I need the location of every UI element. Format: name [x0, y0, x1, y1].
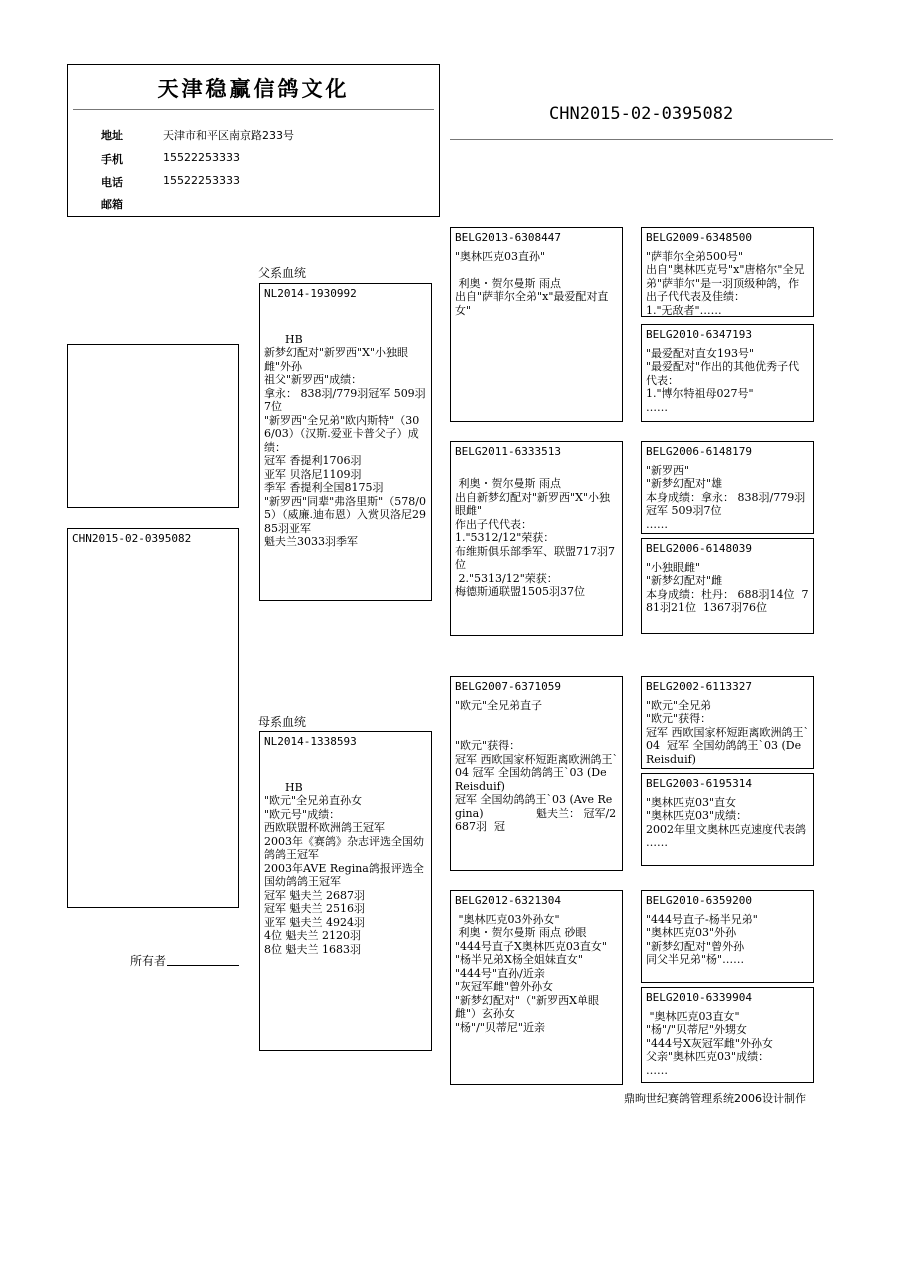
email-label: 邮箱	[101, 198, 123, 211]
subject-ring: CHN2015-02-0395082	[72, 532, 192, 545]
sire-line-label: 父系血统	[258, 266, 307, 280]
owner-label: 所有者	[130, 954, 167, 968]
breeder-name: 天津稳赢信鸽文化	[157, 77, 350, 101]
ds-dam-notes: "奥林匹克03"直女 "奥林匹克03"成绩： 2002年里文奥林匹克速度代表鸽 ……	[646, 795, 806, 849]
sd-dam-ring: BELG2006-6148039	[646, 542, 752, 555]
header-divider	[73, 109, 434, 110]
dam-dam-card	[450, 890, 623, 1085]
sire-sire-notes: "奥林匹克03直孙" 利奥・贺尔曼斯 雨点 出自"萨菲尔全弟"x"最爱配对直女"	[455, 249, 609, 317]
dd-dam-card	[641, 987, 814, 1083]
ds-sire-card	[641, 676, 814, 769]
sire-dam-notes: 利奥・贺尔曼斯 雨点 出自新梦幻配对"新罗西"X"小独眼雌" 作出子代代表： 1."5312/12"荣获： 布维斯俱乐部季军、联盟717羽7位 2."5313/12"荣获： 梅德斯通联盟1505羽37位	[455, 477, 615, 598]
breeder-header	[67, 64, 440, 217]
ring-divider	[450, 139, 833, 140]
ss-dam-card	[641, 324, 814, 422]
photo-box	[67, 344, 239, 508]
dam-sire-ring: BELG2007-6371059	[455, 680, 561, 693]
sire-sire-card	[450, 227, 623, 422]
sd-sire-notes: "新罗西" "新梦幻配对"雄 本身成绩：拿永： 838羽/779羽冠军 509羽7位 ……	[646, 463, 806, 531]
dam-sire-card	[450, 676, 623, 871]
mobile-label: 手机	[101, 153, 123, 166]
dam-ring: NL2014-1338593	[264, 735, 357, 748]
sd-sire-ring: BELG2006-6148179	[646, 445, 752, 458]
dam-line-label: 母系血统	[258, 715, 307, 729]
sire-ring: NL2014-1930992	[264, 287, 357, 300]
sd-sire-card	[641, 441, 814, 534]
ss-sire-notes: "萨菲尔全弟500号" 出自"奥林匹克号"x"唐格尔"全兄弟"萨菲尔"是一羽顶级种鸽，作出子代代表及佳绩： 1."无敌者"……	[646, 249, 805, 317]
mobile-value: 15522253333	[163, 151, 240, 164]
ss-sire-ring: BELG2009-6348500	[646, 231, 752, 244]
ds-dam-card	[641, 773, 814, 866]
ds-dam-ring: BELG2003-6195314	[646, 777, 752, 790]
address-label: 地址	[101, 129, 123, 142]
ds-sire-ring: BELG2002-6113327	[646, 680, 752, 693]
dd-dam-ring: BELG2010-6339904	[646, 991, 752, 1004]
sire-notes: HB 新梦幻配对"新罗西"X"小独眼雌"外孙 祖父"新罗西"成绩： 拿永： 838羽/779羽冠军 509羽7位 "新罗西"全兄弟"欧内斯特"（306/03）（汉斯.爱亚卡普父子）成绩： 冠军 香提利1706羽 亚军 贝洛尼1109羽 季军 香提利全国8175羽 "新罗西"同辈"弗洛里斯"（578/05）（威廉.迪布恩）入赏贝洛尼2985羽亚军 魁夫兰3033羽季军	[264, 332, 426, 548]
ds-sire-notes: "欧元"全兄弟 "欧元"获得： 冠军 西欧国家杯短距离欧洲鸽王`04 冠军 全国幼鸽鸽王`03 (De Reisduif)	[646, 698, 809, 766]
pigeon-ring-number: CHN2015-02-0395082	[549, 104, 734, 124]
dam-card	[259, 731, 432, 1051]
sire-dam-ring: BELG2011-6333513	[455, 445, 561, 458]
dd-sire-card	[641, 890, 814, 983]
sire-card	[259, 283, 432, 601]
sd-dam-card	[641, 538, 814, 634]
phone-value: 15522253333	[163, 174, 240, 187]
address-value: 天津市和平区南京路233号	[163, 129, 294, 142]
dd-sire-ring: BELG2010-6359200	[646, 894, 752, 907]
owner-signature-line	[167, 965, 239, 966]
dam-sire-notes: "欧元"全兄弟直子 "欧元"获得： 冠军 西欧国家杯短距离欧洲鸽王`04 冠军 全国幼鸽鸽王`03 (De Reisduif) 冠军 全国幼鸽鸽王`03 (Ave Regina) 魁夫兰： 冠军/2687羽 冠	[455, 698, 618, 833]
dam-dam-notes: "奥林匹克03外孙女" 利奥・贺尔曼斯 雨点 砂眼 "444号直子X奥林匹克03直女" "杨半兄弟X杨全姐妹直女" "444号"直孙/近亲 "灰冠军雌"曾外孙女 "新梦幻配对"（"新罗西X单眼雌"）玄孙女 "杨"/"贝蒂尼"近亲	[455, 912, 607, 1034]
sire-sire-ring: BELG2013-6308447	[455, 231, 561, 244]
ss-dam-notes: "最爱配对直女193号" "最爱配对"作出的其他优秀子代代表： 1."博尔特祖母027号" ……	[646, 346, 800, 414]
ss-sire-card	[641, 227, 814, 317]
ss-dam-ring: BELG2010-6347193	[646, 328, 752, 341]
subject-pigeon	[67, 528, 239, 908]
software-credit: 鼎昫世纪赛鸽管理系统2006设计制作	[624, 1092, 806, 1105]
dam-dam-ring: BELG2012-6321304	[455, 894, 561, 907]
dd-dam-notes: "奥林匹克03直女" "杨"/"贝蒂尼"外甥女 "444号X灰冠军雌"外孙女 父亲"奥林匹克03"成绩： ……	[646, 1009, 773, 1077]
dam-notes: HB "欧元"全兄弟直孙女 "欧元号"成绩： 西欧联盟杯欧洲鸽王冠军 2003年《赛鸽》杂志评选全国幼鸽鸽王冠军 2003年AVE Regina鸽报评选全国幼鸽鸽王冠军 冠军 魁夫兰 2687羽 冠军 魁夫兰 2516羽 亚军 魁夫兰 4924羽 4位 魁夫兰 2120羽 8位 魁夫兰 1683羽	[264, 780, 424, 956]
phone-label: 电话	[101, 176, 123, 189]
sd-dam-notes: "小独眼雌" "新梦幻配对"雌 本身成绩：杜丹： 688羽14位 781羽21位 1367羽76位	[646, 560, 809, 614]
sire-dam-card	[450, 441, 623, 636]
dd-sire-notes: "444号直子-杨半兄弟" "奥林匹克03"外孙 "新梦幻配对"曾外孙 同父半兄弟"杨"……	[646, 912, 758, 966]
